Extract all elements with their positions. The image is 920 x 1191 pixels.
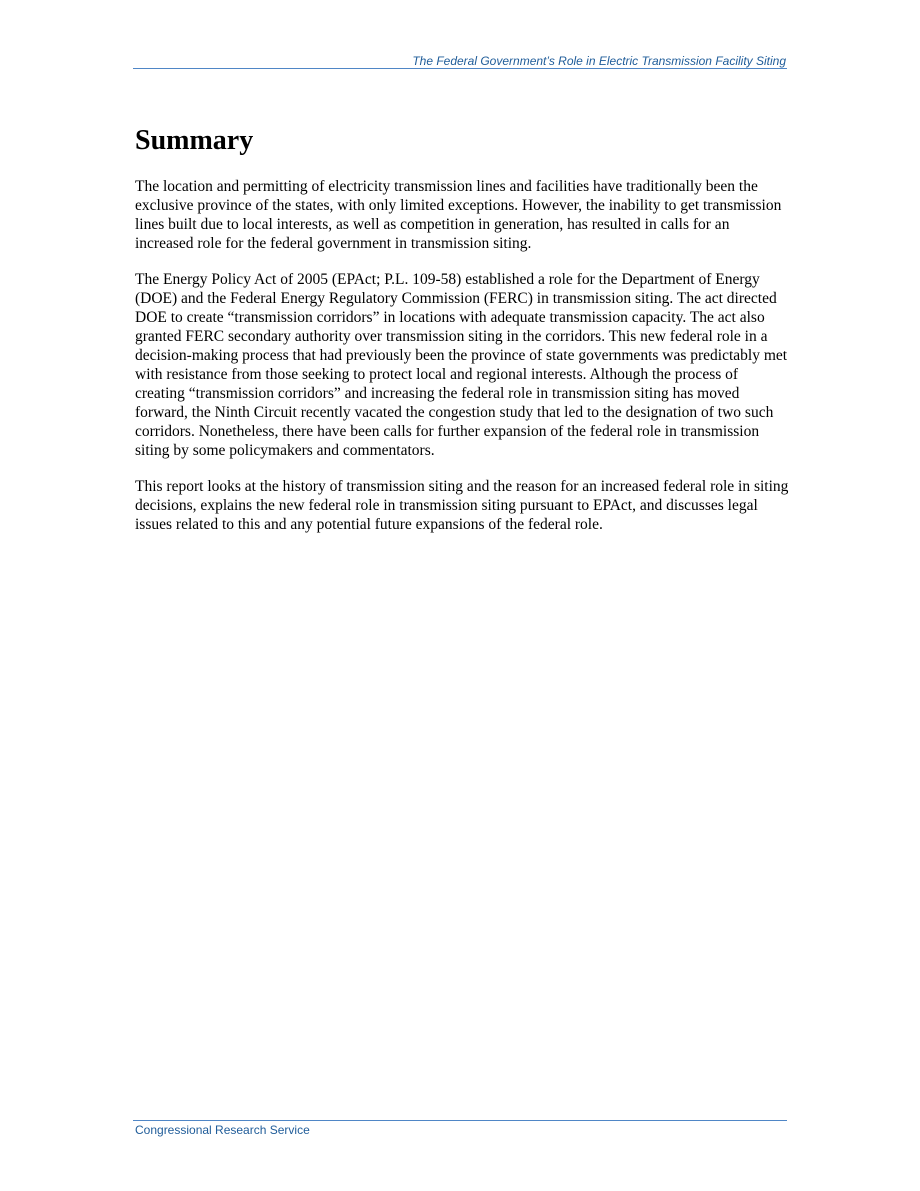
footer-rule bbox=[133, 1120, 787, 1121]
footer-organization: Congressional Research Service bbox=[135, 1123, 310, 1137]
summary-paragraph-3: This report looks at the history of transmission siting and the reason for an increased federal role in siting decisions, explains the new federal role in transmission siting pursuant to EPAct, and discusses legal issues related to this and any potential future expansions of the federal role. bbox=[135, 478, 789, 533]
running-header: The Federal Government’s Role in Electric Transmission Facility Siting bbox=[412, 54, 786, 68]
summary-paragraph-2: The Energy Policy Act of 2005 (EPAct; P.L. 109-58) established a role for the Department of Energy (DOE) and the Federal Energy Regulatory Commission (FERC) in transmission siting. The act directed DOE to create “transmission corridors” in locations with adequate transmission capacity. The act also granted FERC secondary authority over transmission siting in the corridors. This new federal role in a decision-making process that had previously been the province of state governments was predictably met with resistance from those seeking to protect local and regional interests. Although the process of creating “transmission corridors” and increasing the federal role in transmission siting has moved forward, the Ninth Circuit recently vacated the congestion study that led to the designation of two such corridors. Nonetheless, there have been calls for further expansion of the federal role in transmission siting by some policymakers and commentators. bbox=[135, 271, 788, 459]
header-rule bbox=[133, 68, 787, 69]
summary-paragraph-1: The location and permitting of electricity transmission lines and facilities have traditionally been the exclusive province of the states, with only limited exceptions. However, the inability to get transmission lines built due to local interests, as well as competition in generation, has resulted in calls for an increased role for the federal government in transmission siting. bbox=[135, 178, 782, 252]
page-title: Summary bbox=[135, 125, 254, 156]
summary-body bbox=[135, 177, 790, 551]
